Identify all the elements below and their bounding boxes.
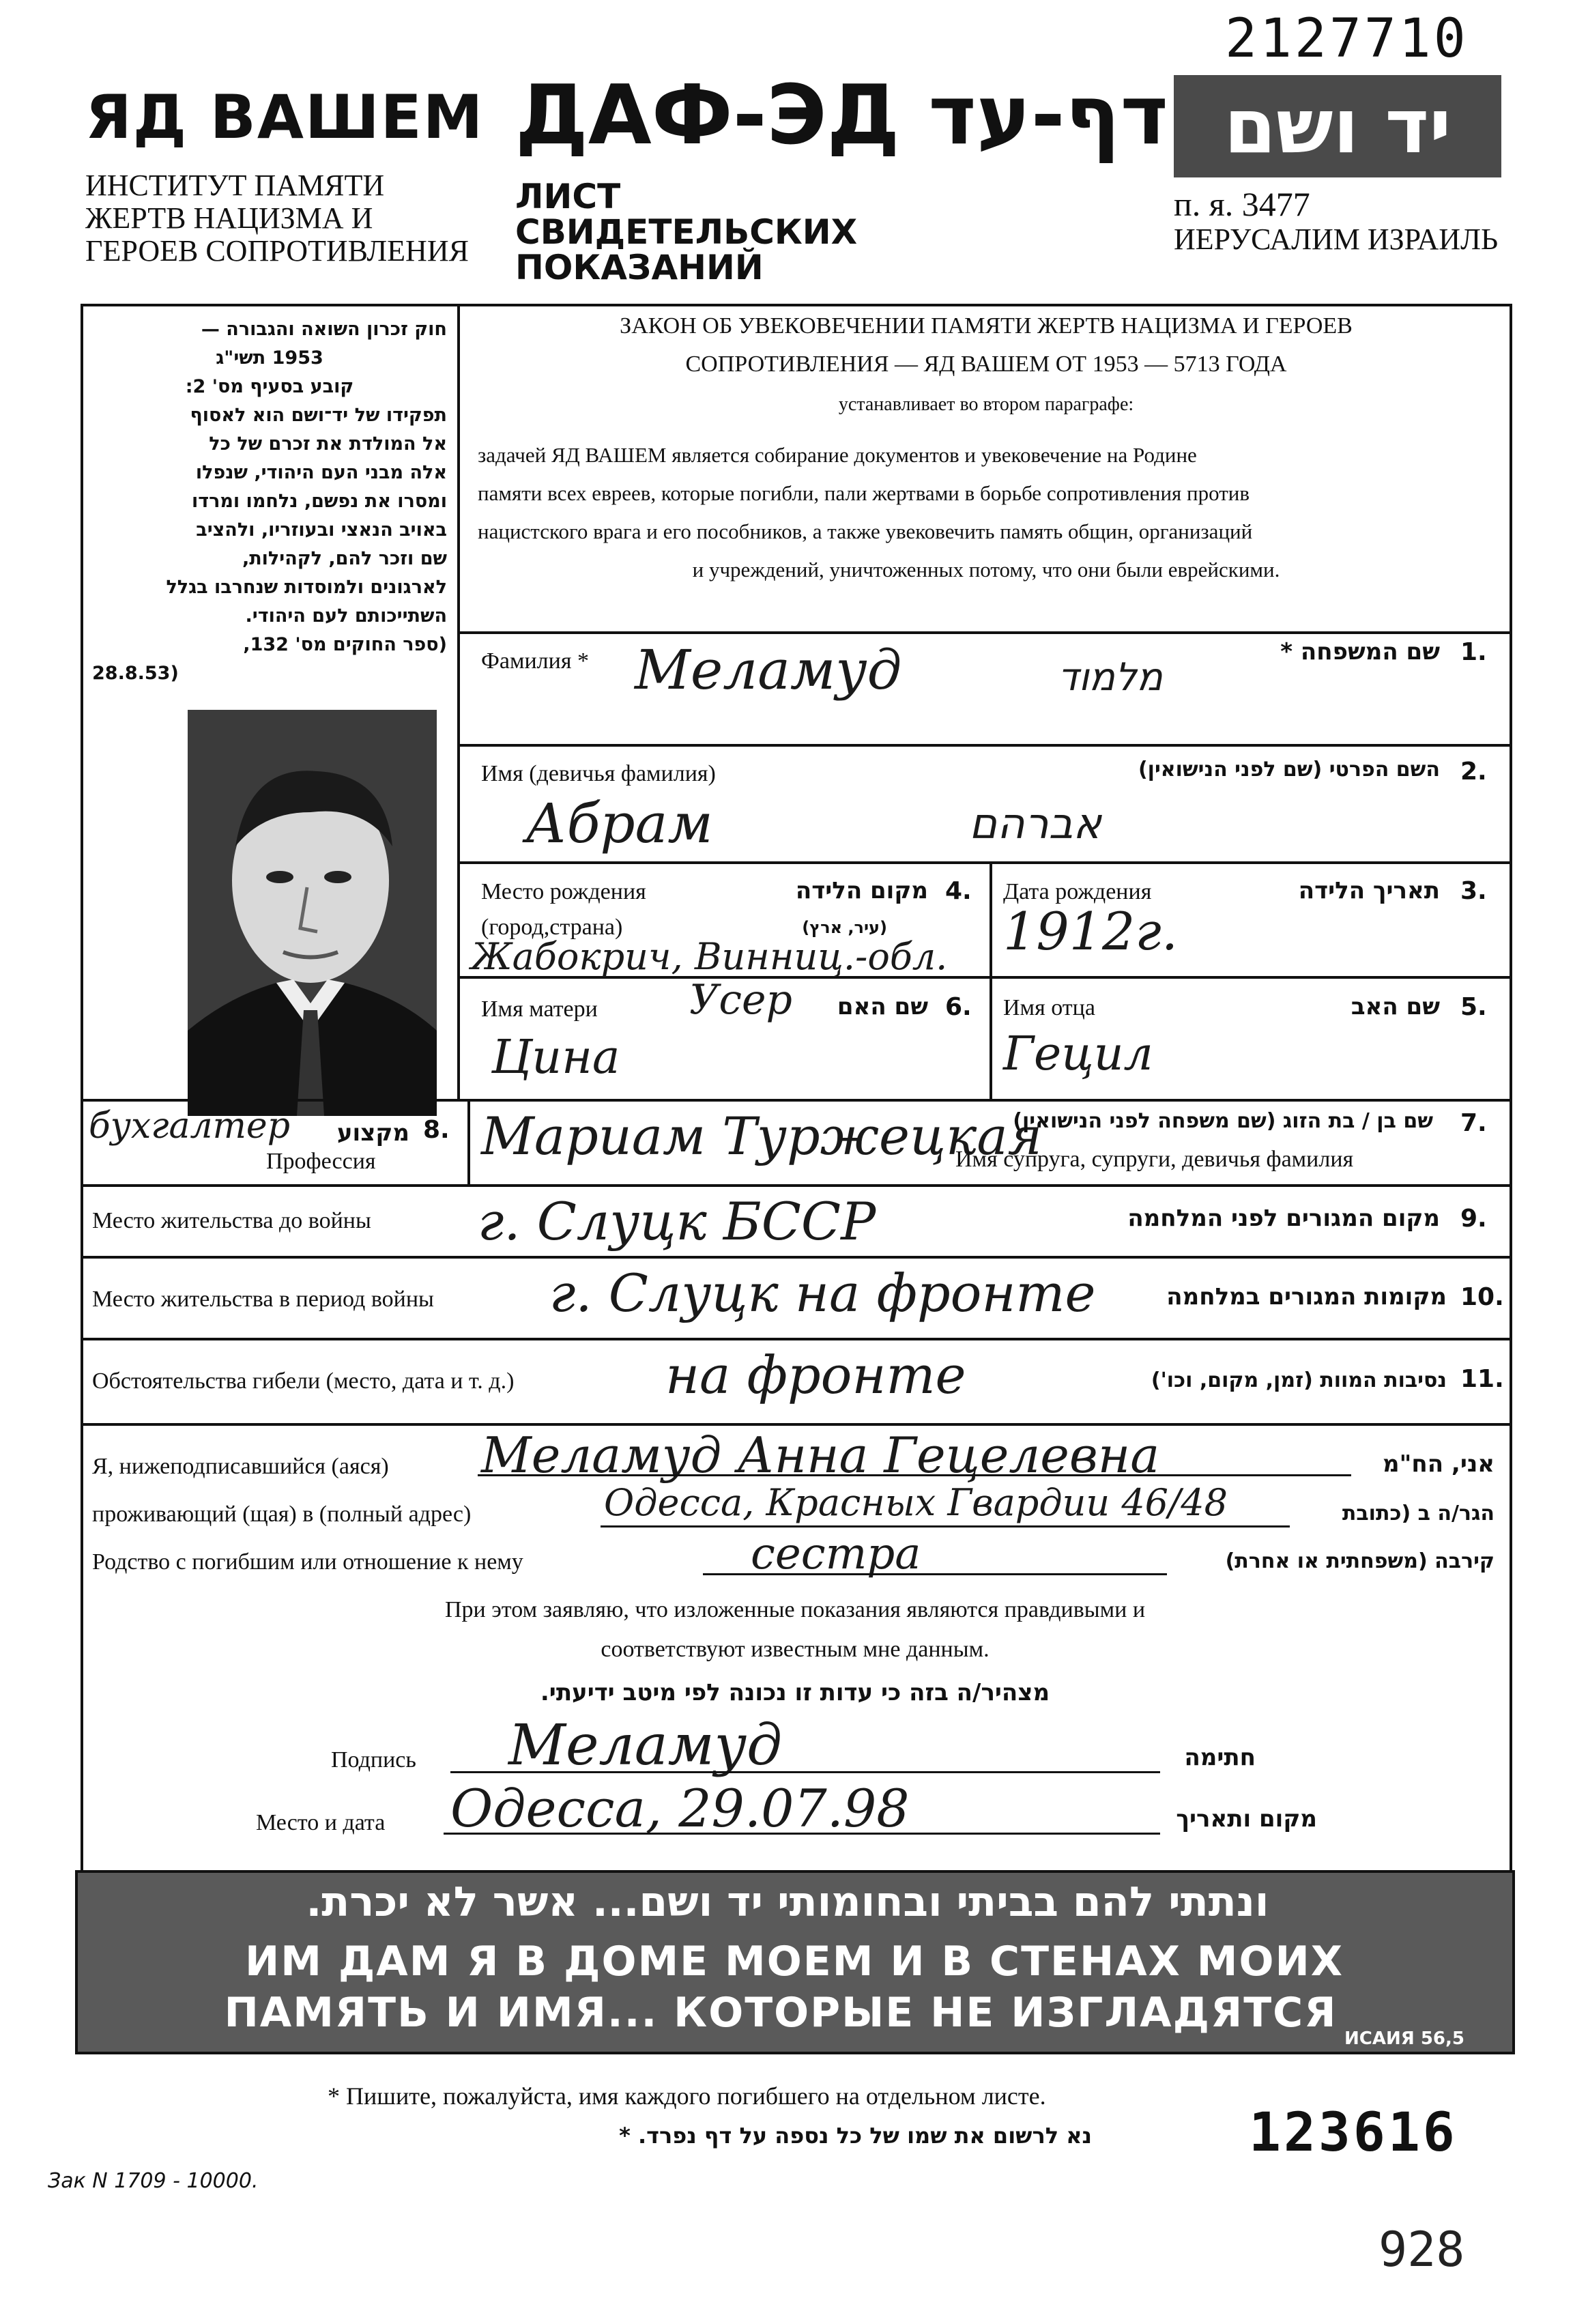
witness-line2-ru: проживающий (щая) в (полный адрес) bbox=[92, 1502, 472, 1527]
law-he-line6: אלה מבני העם היהודי, שנפלו bbox=[195, 462, 447, 483]
f3-value: 1912г. bbox=[1003, 901, 1178, 962]
f6-label-ru: Имя матери bbox=[481, 996, 598, 1022]
law-hebrew bbox=[92, 315, 447, 688]
f8-label-he: מקצוע bbox=[336, 1119, 409, 1147]
f3-number: 3. bbox=[1460, 877, 1487, 905]
f11-label-ru: Обстоятельства гибели (место, дата и т. д.) bbox=[92, 1368, 515, 1394]
form-subtitle-line2: СВИДЕТЕЛЬСКИХ bbox=[515, 212, 858, 252]
org-name-ru: ЯД ВАШЕМ bbox=[85, 82, 485, 152]
f4-label-he: מקום הלידה bbox=[795, 877, 928, 904]
banner-ru-line1: ИМ ДАМ Я В ДОМЕ МОЕМ И В СТЕНАХ МОИХ bbox=[245, 1938, 1344, 1985]
f6-number: 6. bbox=[945, 993, 972, 1021]
f9-value: г. Слуцк БССР bbox=[478, 1191, 876, 1252]
law-he-line13: (28.8.53 bbox=[92, 663, 179, 684]
law-ru-body4: и учреждений, уничтоженных потому, что они были еврейскими. bbox=[692, 558, 1280, 582]
org-desc-line1: ИНСТИТУТ ПАМЯТИ bbox=[85, 169, 385, 202]
witness-line3-ru: Родство с погибшим или отношение к нему bbox=[92, 1549, 523, 1575]
law-ru-body1: задачей ЯД ВАШЕМ является собирание документов и увековечение на Родине bbox=[478, 443, 1197, 467]
declaration-line1: При этом заявляю, что изложенные показания являются правдивыми и bbox=[444, 1597, 1146, 1622]
f2-label-ru: Имя (девичья фамилия) bbox=[481, 761, 716, 786]
witness-line1-ru: Я, нижеподписавшийся (аяся) bbox=[92, 1454, 389, 1479]
signature-label-ru: Подпись bbox=[331, 1747, 416, 1773]
archive-number-top: 2127710 bbox=[1225, 8, 1469, 70]
form-subtitle-line3: ПОКАЗАНИЙ bbox=[515, 248, 764, 287]
f7-number: 7. bbox=[1460, 1109, 1487, 1137]
law-ru-body3: нацистского врага и его пособников, а также увековечить память общин, организаций bbox=[478, 519, 1253, 543]
place-date-label-ru: Место и дата bbox=[256, 1810, 386, 1835]
f1-value: Меламуд bbox=[635, 638, 902, 702]
law-he-line4: תפקידו של יד־ושם הוא לאסוף bbox=[190, 405, 447, 426]
form-title-ru: ДАФ-ЭД bbox=[515, 68, 900, 163]
org-desc-line2: ЖЕРТВ НАЦИЗМА И bbox=[85, 201, 373, 235]
f11-value: на фронте bbox=[665, 1345, 966, 1405]
footer-note-ru: * Пишите, пожалуйста, имя каждого погибшего на отдельном листе. bbox=[328, 2082, 1046, 2110]
declaration-he: מצהיר/ה בזה כי עדות זו נכונה לפי מיטב ידיעתי. bbox=[540, 1679, 1050, 1706]
f9-label-he: מקום המגורים לפני המלחמה bbox=[1127, 1205, 1440, 1232]
law-he-line5: אל המולדת את זכרם של כל bbox=[209, 433, 447, 455]
form-title bbox=[515, 68, 1168, 163]
city: ИЕРУСАЛИМ ИЗРАИЛЬ bbox=[1174, 223, 1499, 256]
law-russian bbox=[471, 311, 1501, 589]
org-desc-line3: ГЕРОЕВ СОПРОТИВЛЕНИЯ bbox=[85, 234, 469, 268]
f3-label-he: תאריך הלידה bbox=[1298, 877, 1440, 904]
f5-value: Гецил bbox=[1003, 1027, 1153, 1081]
law-ru-subtitle: устанавливает во втором параграфе: bbox=[838, 394, 1134, 415]
law-he-line10: לארגונים ולמוסדות שנחרבו בגלל bbox=[166, 577, 447, 598]
po-box: п. я. 3477 bbox=[1174, 185, 1310, 223]
f8-label-ru: Профессия bbox=[266, 1149, 376, 1174]
law-he-line9: שם וזכר להם, לקהילות, bbox=[242, 548, 447, 569]
form-title-he: דף-עד bbox=[928, 68, 1169, 163]
witness-line2-he: הגר/ה ב (כתובת bbox=[1342, 1502, 1495, 1525]
logo-text-he: יד ושם bbox=[1224, 83, 1452, 170]
f5-label-ru: Имя отца bbox=[1003, 995, 1095, 1020]
witness-line1-value: Меламуд Анна Гецелевна bbox=[481, 1426, 1160, 1484]
f11-number: 11. bbox=[1460, 1365, 1504, 1393]
f1-number: 1. bbox=[1460, 638, 1487, 666]
f6-value-extra: Усер bbox=[689, 976, 792, 1024]
f5-number: 5. bbox=[1460, 993, 1487, 1021]
witness-line3-value: сестра bbox=[751, 1529, 921, 1579]
org-desc bbox=[85, 169, 469, 268]
f7-value: Мариам Туржецкая bbox=[481, 1106, 1043, 1166]
f10-label-he: מקומות המגורים במלחמה bbox=[1166, 1283, 1447, 1310]
bottom-number: 928 bbox=[1378, 2222, 1465, 2278]
signature-label-he: חתימה bbox=[1184, 1744, 1256, 1771]
place-date-label-he: מקום ותאריך bbox=[1176, 1805, 1317, 1833]
declaration-line2: соответствуют известным мне данным. bbox=[601, 1637, 990, 1662]
law-ru-body2: памяти всех евреев, которые погибли, пали жертвами в борьбе сопротивления против bbox=[478, 481, 1250, 505]
f2-number: 2. bbox=[1460, 758, 1487, 786]
law-he-line8: באויב הנאצי ובעוזריו, ולהציב bbox=[196, 519, 447, 541]
f4-number: 4. bbox=[945, 877, 972, 905]
form-subtitle-line1: ЛИСТ bbox=[515, 177, 621, 216]
place-date-value: Одесса, 29.07.98 bbox=[450, 1778, 910, 1839]
f2-value-he: אברהם bbox=[969, 799, 1101, 848]
f4-value: Жабокрич, Винниц.-обл. bbox=[471, 935, 948, 978]
f8-value: бухгалтер bbox=[89, 1106, 290, 1147]
law-he-line12: (ספר החוקים מס' 132, bbox=[243, 634, 447, 655]
f2-label-he: השם הפרטי (שם לפני הנישואין) bbox=[1138, 758, 1440, 781]
witness-line3-he: קירבה (משפחתית או אחרת) bbox=[1225, 1549, 1495, 1573]
f10-number: 10. bbox=[1460, 1283, 1504, 1311]
f5-label-he: שם האב bbox=[1351, 993, 1440, 1020]
quote-banner bbox=[75, 1870, 1515, 2054]
print-code: Зак N 1709 - 10000. bbox=[48, 2169, 259, 2193]
f3-label-ru: Дата рождения bbox=[1003, 879, 1152, 904]
f7-label-ru: Имя супруга, супруги, девичья фамилия bbox=[955, 1147, 1354, 1172]
banner-source: ИСАИЯ 56,5 bbox=[1344, 2028, 1464, 2049]
f6-label-he: שם האם bbox=[837, 993, 928, 1020]
f1-label-ru: Фамилия * bbox=[481, 648, 589, 674]
banner-ru-line2: ПАМЯТЬ И ИМЯ... КОТОРЫЕ НЕ ИЗГЛАДЯТСЯ bbox=[224, 1989, 1338, 2037]
f1-label-he: שם המשפחה * bbox=[1280, 638, 1440, 665]
witness-line1-he: אני, הח"מ bbox=[1383, 1450, 1495, 1478]
portrait-image bbox=[188, 710, 437, 1116]
footer-note-he: נא לרשום את שמו של כל נספה על דף נפרד. * bbox=[619, 2123, 1092, 2149]
law-he-line7: ומסרו את נפשם, נלחמו ומרדו bbox=[191, 491, 447, 512]
witness-line2-value: Одесса, Красных Гвардии 46/48 bbox=[604, 1481, 1228, 1524]
portrait-photo bbox=[188, 710, 437, 1116]
f4-label-he2: (עיר, ארץ) bbox=[802, 918, 887, 937]
f10-label-ru: Место жительства в период войны bbox=[92, 1287, 434, 1312]
yad-vashem-logo bbox=[1174, 75, 1501, 177]
f6-value: Цина bbox=[491, 1031, 620, 1085]
law-he-line1: חוק זכרון השואה והגבורה — bbox=[201, 319, 447, 340]
law-ru-title1: ЗАКОН ОБ УВЕКОВЕЧЕНИИ ПАМЯТИ ЖЕРТВ НАЦИЗМА И ГЕРОЕВ bbox=[620, 313, 1353, 339]
f4-label-ru2: (город,страна) bbox=[481, 915, 623, 940]
law-ru-title2: СОПРОТИВЛЕНИЯ — ЯД ВАШЕМ ОТ 1953 — 5713 ГОДА bbox=[685, 352, 1287, 377]
f8-number: 8. bbox=[423, 1116, 450, 1144]
law-he-line11: השתייכותם לעם היהודי. bbox=[245, 605, 447, 627]
law-he-line3: קובע בסעיף מס' 2: bbox=[185, 376, 354, 397]
page-number: 123616 bbox=[1249, 2102, 1458, 2164]
signature-value: Меламуд bbox=[508, 1713, 783, 1778]
law-he-line2: 1953 תשי"ג bbox=[216, 347, 323, 369]
banner-he: ונתתי להם בביתי ובחומותי יד ושם... אשר לא יכרת. bbox=[306, 1878, 1269, 1926]
f7-label-he: שם בן / בת הזוג (שם משפחה לפני הנישואין) bbox=[1013, 1109, 1433, 1133]
f4-label-ru: Место рождения bbox=[481, 879, 646, 904]
f1-value-he: מלמוד bbox=[1058, 655, 1163, 700]
f10-value: г. Слуцк на фронте bbox=[549, 1263, 1096, 1323]
f9-label-ru: Место жительства до войны bbox=[92, 1208, 371, 1233]
f2-value: Абрам bbox=[525, 792, 713, 855]
f11-label-he: נסיבות המוות (זמן, מקום, וכו') bbox=[1151, 1368, 1447, 1392]
form-subtitle bbox=[515, 179, 857, 285]
f9-number: 9. bbox=[1460, 1205, 1487, 1233]
